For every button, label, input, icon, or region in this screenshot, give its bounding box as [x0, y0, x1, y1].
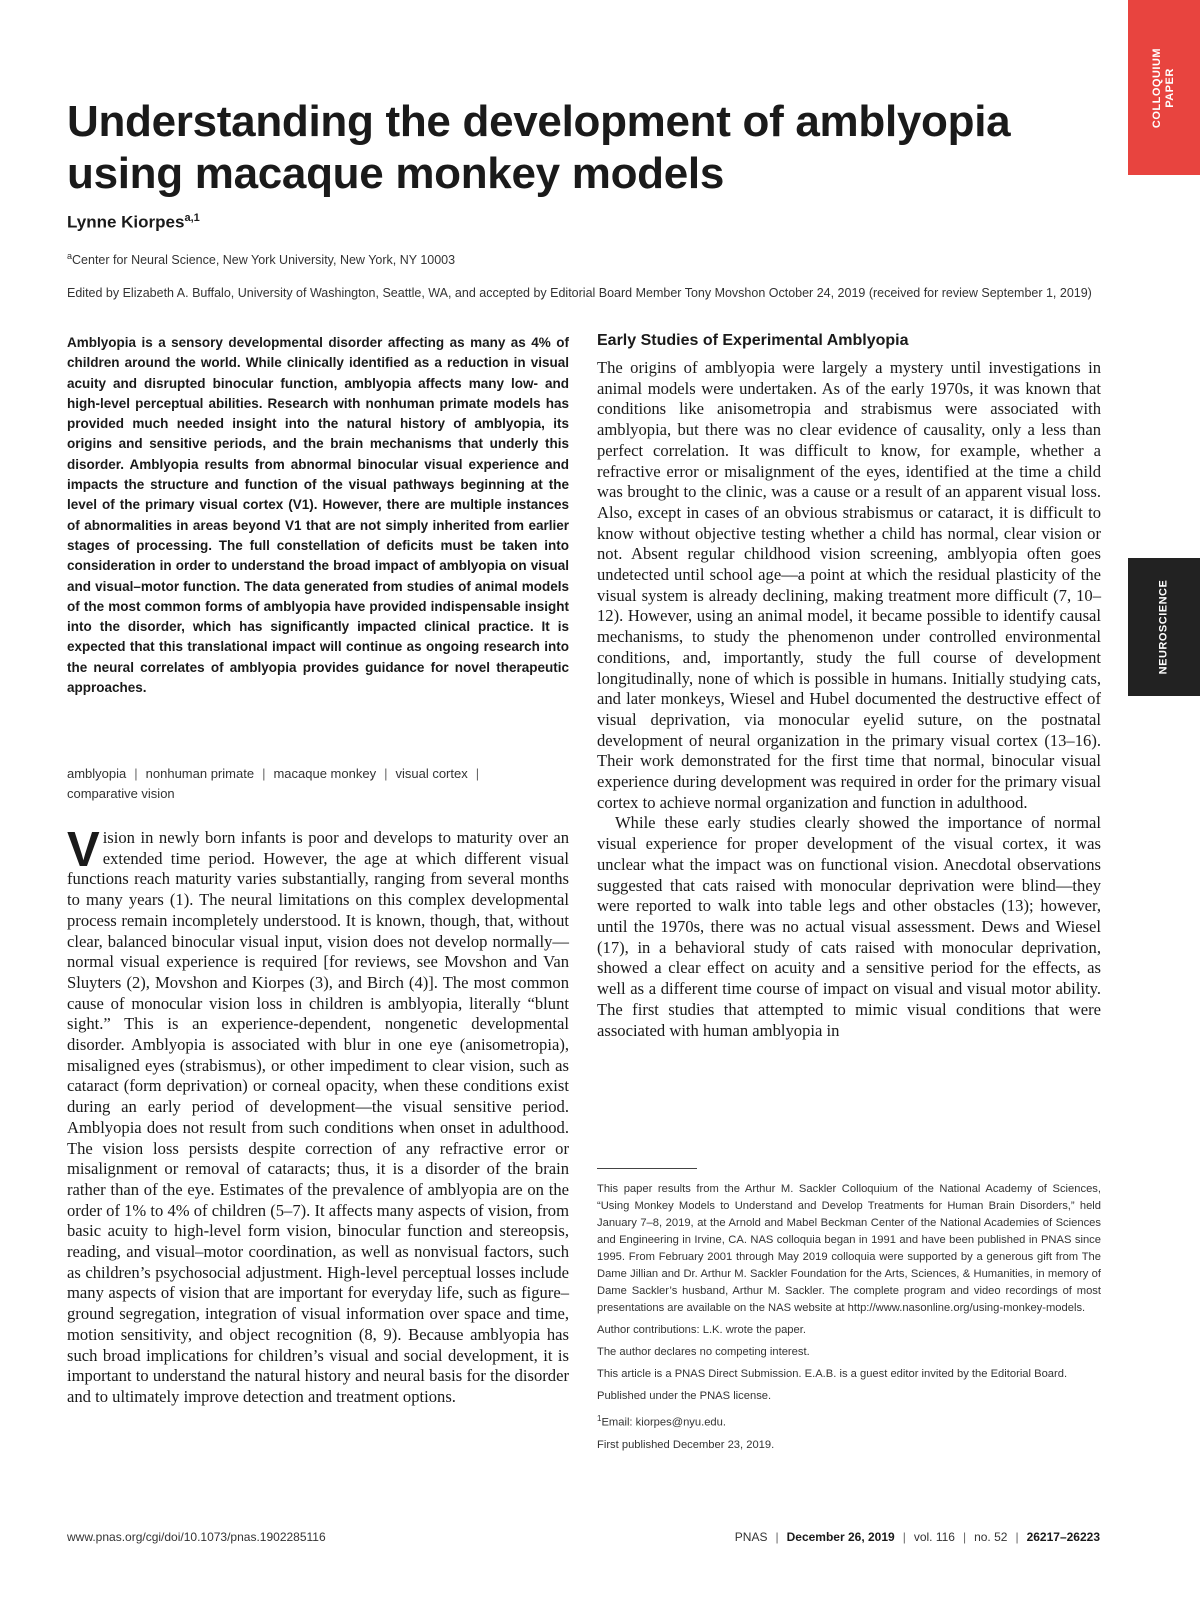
email-text: Email: kiorpes@nyu.edu.	[601, 1416, 726, 1429]
section-paragraph: While these early studies clearly showed the importance of normal visual experience for proper development of the visual cortex, it was unclear what the impact was on functional vision. Anecdotal observations suggested that cats raised with monocular deprivation were blind—they were reported to walk into table legs and other obstacles (13); however, until the 1970s, there was no actual visual assessment. Dews and Wiesel (17), in a behavioral study of cats raised with monocular deprivation, showed a clear effect on acuity and a sensitive period for the effects, as well as a different time course of impact on visual and visual motor ability. The first studies that attempted to mimic visual conditions that were associated with human amblyopia in	[597, 813, 1101, 1040]
intro-text: ision in newly born infants is poor and develops to maturity over an extended time period. However, the age at which different visual functions reach maturity varies substantially, ranging from several months to many years (1). The neural limitations on this complex developmental process remain incompletely understood. It is known, though, that, without clear, balanced binocular visual input, vision does not develop normally—normal visual experience is required [for reviews, see Movshon and Van Sluyters (2), Movshon and Kiorpes (3), and Birch (4)]. The most common cause of monocular vision loss in children is amblyopia, literally “blunt sight.” This is an experience-dependent, nongenetic developmental disorder. Amblyopia is associated with blur in one eye (anisometropia), misaligned eyes (strabismus), or other impediment to clear vision, such as cataract (form deprivation) or corneal opacity, when these conditions exist during an early period of development—the visual sensitive period. Amblyopia does not result from such conditions when onset in adulthood. The vision loss persists despite correction of any refractive error or misalignment or removal of cataracts; thus, it is a disorder of the brain rather than of the eye. Estimates of the prevalence of amblyopia are on the order of 1% to 4% of children (5–7). It affects many aspects of vision, from basic acuity to high-level form vision, binocular function and stereopsis, reading, and visual–motor coordination, as well as nonvisual factors, such as children’s psychosocial adjustment. High-level perceptual losses include many aspects of vision that are important for everyday life, such as figure–ground segregation, integration of visual information over space and time, motion sensitivity, and object recognition (8, 9). Because amblyopia has such broad implications for children’s visual and social development, it is important to understand the natural history and neural basis for the disorder and to ultimately improve detection and treatment options.	[67, 828, 569, 1406]
author-contributions: Author contributions: L.K. wrote the paper.	[597, 1324, 806, 1336]
license-note: Published under the PNAS license.	[597, 1390, 772, 1402]
competing-interest: The author declares no competing interest.	[597, 1346, 810, 1358]
keyword: nonhuman primate	[145, 766, 255, 781]
author-superscript: a,1	[184, 212, 200, 224]
email-superscript: 1	[597, 1414, 602, 1423]
abstract: Amblyopia is a sensory developmental disorder affecting as many as 4% of children around the world. While clinically identified as a reduction in visual acuity and disrupted binocular function, amblyopia affects many low- and high-level perceptual abilities. Research with nonhuman primate models has provided much needed insight into the natural history of amblyopia, its origins and sensitive periods, and the brain mechanisms that underly this disorder. Amblyopia results from abnormal binocular visual experience and impacts the structure and function of the visual pathways beginning at the level of the primary visual cortex (V1). However, there are multiple instances of abnormalities in areas beyond V1 that are not simply inherited from earlier stages of processing. The full constellation of deficits must be taken into consideration in order to understand the broad impact of amblyopia on visual and visual–motor function. The data generated from studies of animal models of the most common forms of amblyopia have provided indispensable insight into the disorder, which has significantly impacted clinical practice. It is expected that this translational impact will continue as ongoing research into the neural correlates of amblyopia provides guidance for novel therapeutic approaches.	[67, 335, 569, 696]
section-paragraph: The origins of amblyopia were largely a mystery until investigations in animal models were undertaken. As of the early 1970s, it was known that conditions like anisometropia and strabismus were associated with amblyopia, but there was no clear evidence of causality, only a less than perfect correlation. It was difficult to know, for example, whether a refractive error or misalignment of the eyes, identified at the time a child was brought to the clinic, was a cause or a result of an apparent visual loss. Also, except in cases of an obvious strabismus or cataract, it is difficult to know without objective testing whether a child has normal, clear vision or not. Absent regular childhood vision screening, amblyopia often goes undetected until school age—a point at which the residual plasticity of the visual system is already declining, making treatment more difficult (7, 10–12). However, using an animal model, it became possible to identify causal mechanisms, to study the phenomenon under controlled environmental conditions, and, importantly, study the full course of development longitudinally, none of which is possible in humans. Initially studying cats, and later monkeys, Wiesel and Hubel documented the destructive effect of visual deprivation, via monocular eyelid suture, on the postnatal development of neural organization in the primary visual cortex (13–16). Their work demonstrated for the first time that normal, binocular visual experience during development was required in order for the primary visual cortex to achieve normal organization and function in adulthood.	[597, 358, 1101, 812]
article-title: Understanding the development of amblyopia using macaque monkey models	[67, 97, 1011, 198]
intro-paragraph	[67, 823, 569, 1408]
section-heading: Early Studies of Experimental Amblyopia	[597, 332, 909, 349]
affiliation	[67, 251, 455, 267]
footnote-divider	[597, 1168, 697, 1169]
first-published: First published December 23, 2019.	[597, 1438, 775, 1451]
issue-date: December 26, 2019	[786, 1530, 895, 1544]
affiliation-text: Center for Neural Science, New York University, New York, NY 10003	[72, 253, 456, 268]
email-note	[597, 1410, 1101, 1432]
journal-name: PNAS	[734, 1530, 768, 1544]
keyword: comparative vision	[67, 786, 175, 801]
drop-cap: V	[67, 823, 100, 877]
section-tab	[1128, 558, 1200, 696]
volume: vol. 116	[913, 1530, 955, 1544]
citation-line: PNAS | December 26, 2019 | vol. 116 | no. 52 | 26217–26223	[734, 1530, 1100, 1544]
edited-by-line: Edited by Elizabeth A. Buffalo, University of Washington, Seattle, WA, and accepted by Editorial Board Member Tony Movshon October 24, 2019 (received for review September 1, 2019)	[67, 286, 1092, 300]
section-body	[597, 358, 1101, 1041]
affiliation-superscript: a	[67, 251, 73, 261]
colloquium-note: This paper results from the Arthur M. Sackler Colloquium of the National Academy of Sciences, “Using Monkey Models to Understand and Develop Treatments for Human Brain Disorders,” held January 7–8, 2019, at the Arnold and Mabel Beckman Center of the National Academies of Sciences and Engineering in Irvine, CA. NAS colloquia began in 1991 and have been published in PNAS since 1995. From February 2001 through May 2019 colloquia were supported by a generous gift from The Dame Jillian and Dr. Arthur M. Sackler Foundation for the Arts, Sciences, & Humanities, in memory of Dame Sackler’s husband, Arthur M. Sackler. The complete program and video recordings of most presentations are available on the NAS website at http://www.nasonline.org/using-monkey-models.	[597, 1183, 1101, 1314]
keyword: macaque monkey	[273, 766, 377, 781]
colloquium-paper-label: COLLOQUIUM PAPER	[1151, 47, 1176, 128]
keywords: amblyopia | nonhuman primate | macaque monkey | visual cortex | comparative vision	[67, 766, 480, 801]
page-range: 26217–26223	[1026, 1530, 1100, 1544]
author-line	[67, 212, 200, 233]
doi-link[interactable]: www.pnas.org/cgi/doi/10.1073/pnas.1902285116	[67, 1530, 326, 1544]
footnotes	[597, 1181, 1101, 1459]
keyword: amblyopia	[67, 766, 127, 781]
author-name: Lynne Kiorpes	[67, 212, 185, 232]
submission-note: This article is a PNAS Direct Submission. E.A.B. is a guest editor invited by the Editorial Board.	[597, 1368, 1068, 1380]
colloquium-paper-tab	[1128, 0, 1200, 175]
issue-number: no. 52	[974, 1530, 1008, 1544]
section-label: NEUROSCIENCE	[1157, 579, 1170, 675]
keyword: visual cortex	[395, 766, 468, 781]
